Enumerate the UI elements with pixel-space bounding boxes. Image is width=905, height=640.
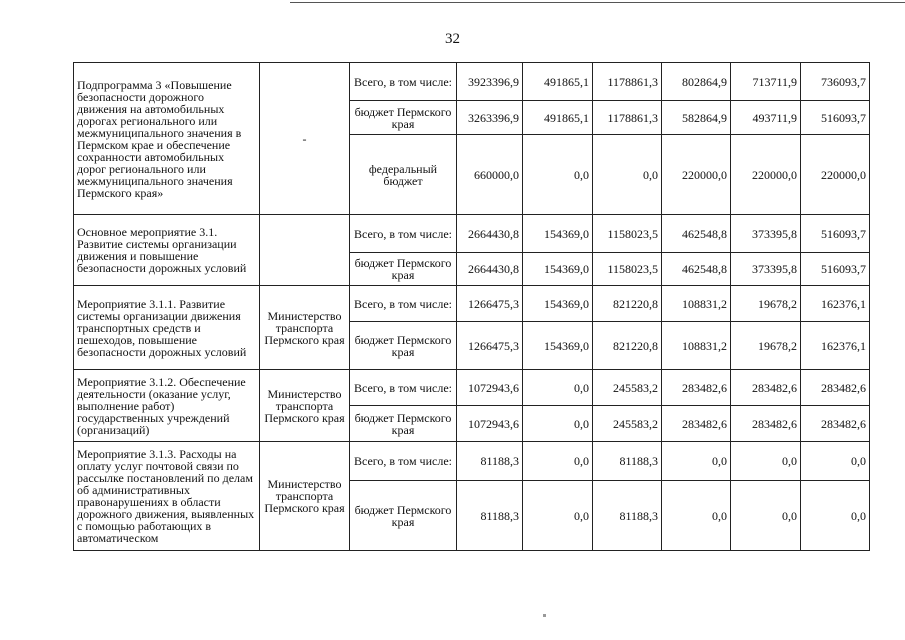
amount-cell: 2664430,8	[457, 215, 523, 253]
amount-cell: 1072943,6	[457, 370, 523, 406]
amount-cell: 81188,3	[593, 481, 662, 551]
amount-cell: 283482,6	[662, 370, 731, 406]
amount-cell: 81188,3	[593, 442, 662, 481]
amount-cell: 0,0	[801, 481, 870, 551]
table-row	[74, 63, 870, 101]
amount-cell: 493711,9	[731, 101, 801, 135]
amount-cell: 0,0	[523, 135, 593, 215]
amount-cell: 3263396,9	[457, 101, 523, 135]
amount-cell: 220000,0	[731, 135, 801, 215]
table-row	[74, 286, 870, 322]
amount-cell: 1072943,6	[457, 406, 523, 442]
executor-cell: -	[260, 63, 350, 215]
amount-cell: 19678,2	[731, 322, 801, 370]
table-row	[74, 442, 870, 481]
amount-cell: 0,0	[593, 135, 662, 215]
amount-cell: 0,0	[662, 442, 731, 481]
amount-cell: 516093,7	[801, 101, 870, 135]
program-name-cell: Мероприятие 3.1.2. Обеспечение деятельности (оказание услуг, выполнение работ) государственных учреждений (организаций)	[74, 370, 260, 442]
amount-cell: 462548,8	[662, 253, 731, 286]
amount-cell: 736093,7	[801, 63, 870, 101]
amount-cell: 2664430,8	[457, 253, 523, 286]
budget-table	[73, 62, 870, 551]
top-rule	[290, 2, 905, 3]
amount-cell: 1266475,3	[457, 322, 523, 370]
amount-cell: 19678,2	[731, 286, 801, 322]
amount-cell: 0,0	[523, 481, 593, 551]
amount-cell: 3923396,9	[457, 63, 523, 101]
amount-cell: 516093,7	[801, 253, 870, 286]
amount-cell: 81188,3	[457, 481, 523, 551]
funding-source-cell: Всего, в том числе:	[350, 442, 457, 481]
amount-cell: 154369,0	[523, 253, 593, 286]
table-row	[74, 215, 870, 253]
page-number: 32	[445, 31, 460, 47]
amount-cell: 283482,6	[731, 406, 801, 442]
amount-cell: 162376,1	[801, 322, 870, 370]
amount-cell: 373395,8	[731, 215, 801, 253]
table-row	[74, 370, 870, 406]
amount-cell: 491865,1	[523, 63, 593, 101]
amount-cell: 154369,0	[523, 215, 593, 253]
amount-cell: 220000,0	[801, 135, 870, 215]
funding-source-cell: Всего, в том числе:	[350, 63, 457, 101]
amount-cell: 0,0	[731, 481, 801, 551]
amount-cell: 108831,2	[662, 286, 731, 322]
amount-cell: 283482,6	[731, 370, 801, 406]
funding-source-cell: бюджет Пермского края	[350, 322, 457, 370]
executor-cell	[260, 215, 350, 286]
amount-cell: 660000,0	[457, 135, 523, 215]
amount-cell: 373395,8	[731, 253, 801, 286]
amount-cell: 582864,9	[662, 101, 731, 135]
funding-source-cell: бюджет Пермского края	[350, 253, 457, 286]
scan-speck	[543, 614, 546, 617]
amount-cell: 283482,6	[801, 370, 870, 406]
amount-cell: 713711,9	[731, 63, 801, 101]
amount-cell: 821220,8	[593, 322, 662, 370]
amount-cell: 245583,2	[593, 370, 662, 406]
amount-cell: 1158023,5	[593, 253, 662, 286]
funding-source-cell: бюджет Пермского края	[350, 101, 457, 135]
funding-source-cell: федеральный бюджет	[350, 135, 457, 215]
amount-cell: 154369,0	[523, 322, 593, 370]
amount-cell: 283482,6	[662, 406, 731, 442]
amount-cell: 0,0	[523, 406, 593, 442]
amount-cell: 0,0	[523, 370, 593, 406]
amount-cell: 1158023,5	[593, 215, 662, 253]
amount-cell: 162376,1	[801, 286, 870, 322]
executor-cell: Министерство транспорта Пермского края	[260, 286, 350, 370]
program-name-cell: Мероприятие 3.1.1. Развитие системы организации движения транспортных средств и пешеходов, повышение безопасности дорожных условий	[74, 286, 260, 370]
amount-cell: 821220,8	[593, 286, 662, 322]
amount-cell: 1178861,3	[593, 63, 662, 101]
amount-cell: 1178861,3	[593, 101, 662, 135]
funding-source-cell: бюджет Пермского края	[350, 406, 457, 442]
program-name-cell: Мероприятие 3.1.3. Расходы на оплату услуг почтовой связи по рассылке постановлений по делам об административных правонарушениях в области дорожного движения, выявленных с помощью работающих в автоматическом	[74, 442, 260, 551]
amount-cell: 462548,8	[662, 215, 731, 253]
funding-source-cell: Всего, в том числе:	[350, 370, 457, 406]
amount-cell: 108831,2	[662, 322, 731, 370]
program-name-cell: Подпрограмма 3 «Повышение безопасности дорожного движения на автомобильных дорогах регионального или межмуниципального значения в Пермском крае и обеспечение сохранности автомобильных дорог регионального или межмуниципального значения Пермского края»	[74, 63, 260, 215]
amount-cell: 154369,0	[523, 286, 593, 322]
executor-cell: Министерство транспорта Пермского края	[260, 370, 350, 442]
funding-source-cell: Всего, в том числе:	[350, 215, 457, 253]
amount-cell: 491865,1	[523, 101, 593, 135]
amount-cell: 516093,7	[801, 215, 870, 253]
amount-cell: 1266475,3	[457, 286, 523, 322]
amount-cell: 0,0	[801, 442, 870, 481]
amount-cell: 220000,0	[662, 135, 731, 215]
amount-cell: 245583,2	[593, 406, 662, 442]
amount-cell: 802864,9	[662, 63, 731, 101]
amount-cell: 0,0	[662, 481, 731, 551]
amount-cell: 0,0	[731, 442, 801, 481]
amount-cell: 81188,3	[457, 442, 523, 481]
amount-cell: 0,0	[523, 442, 593, 481]
amount-cell: 283482,6	[801, 406, 870, 442]
funding-source-cell: бюджет Пермского края	[350, 481, 457, 551]
program-name-cell: Основное мероприятие 3.1. Развитие системы организации движения и повышение безопасности дорожных условий	[74, 215, 260, 286]
executor-cell: Министерство транспорта Пермского края	[260, 442, 350, 551]
funding-source-cell: Всего, в том числе:	[350, 286, 457, 322]
